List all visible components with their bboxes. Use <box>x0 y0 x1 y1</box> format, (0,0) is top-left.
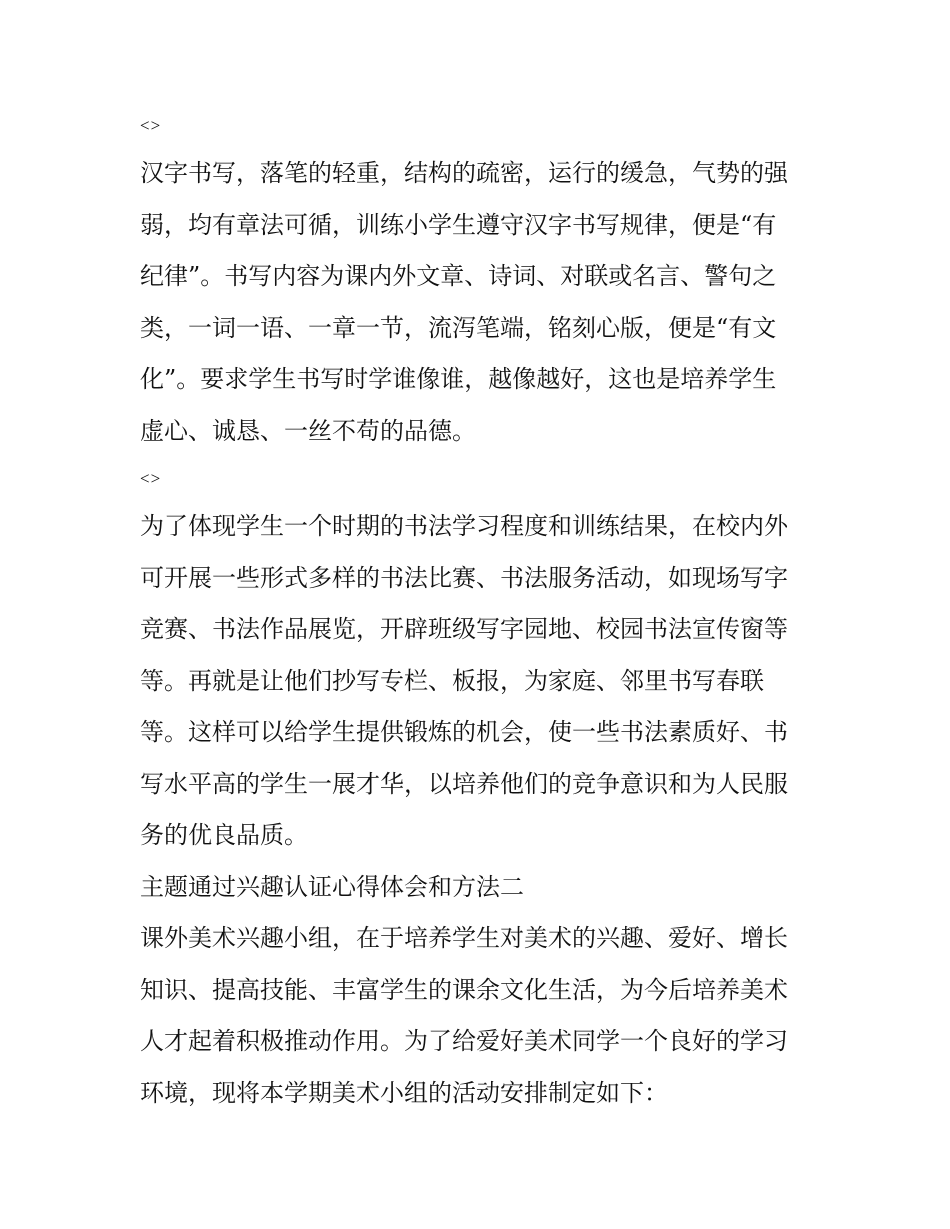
paragraph-line: 可开展一些形式多样的书法比赛、书法服务活动，如现场写字 <box>140 563 788 592</box>
paragraph-line: 竞赛、书法作品展览，开辟班级写字园地、校园书法宣传窗等 <box>140 615 788 643</box>
paragraph-line: 虚心、诚恳、一丝不苟的品德。 <box>140 416 476 445</box>
paragraph-art-group <box>140 913 815 1119</box>
paragraph-line: 等。再就是让他们抄写专栏、板报，为家庭、邻里书写春联 <box>140 666 764 695</box>
paragraph-calligraphy-activities <box>140 501 815 862</box>
paragraph-line: 环境，现将本学期美术小组的活动安排制定如下： <box>140 1078 668 1107</box>
paragraph-line: 汉字书写，落笔的轻重，结构的疏密，运行的缓急，气势的强 <box>140 159 788 187</box>
paragraph-line: 知识、提高技能、丰富学生的课余文化生活，为今后培养美术 <box>140 975 788 1004</box>
paragraph-line: 纪律”。书写内容为课内外文章、诗词、对联或名言、警句之 <box>140 262 777 290</box>
paragraph-line: 人才起着积极推动作用。为了给爱好美术同学一个良好的学习 <box>140 1027 788 1055</box>
paragraph-line: 为了体现学生一个时期的书法学习程度和训练结果，在校内外 <box>140 512 788 540</box>
paragraph-line: 写水平高的学生一展才华，以培养他们的竞争意识和为人民服 <box>140 769 788 798</box>
section-marker: <> <box>140 116 162 135</box>
paragraph-line: 务的优良品质。 <box>140 821 308 849</box>
document-body <box>140 104 815 1119</box>
paragraph-line: 化”。要求学生书写时学谁像谁，越像越好，这也是培养学生 <box>140 365 777 393</box>
section-heading: 主题通过兴趣认证心得体会和方法二 <box>140 872 524 901</box>
paragraph-line: 弱，均有章法可循，训练小学生遵守汉字书写规律，便是“有 <box>140 210 777 239</box>
paragraph-line: 类，一词一语、一章一节，流泻笔端，铭刻心版，便是“有文 <box>140 313 777 342</box>
paragraph-calligraphy-rules <box>140 148 815 457</box>
paragraph-line: 课外美术兴趣小组，在于培养学生对美术的兴趣、爱好、增长 <box>140 924 788 952</box>
section-marker: <> <box>140 469 162 488</box>
paragraph-line: 等。这样可以给学生提供锻炼的机会，使一些书法素质好、书 <box>140 718 788 746</box>
